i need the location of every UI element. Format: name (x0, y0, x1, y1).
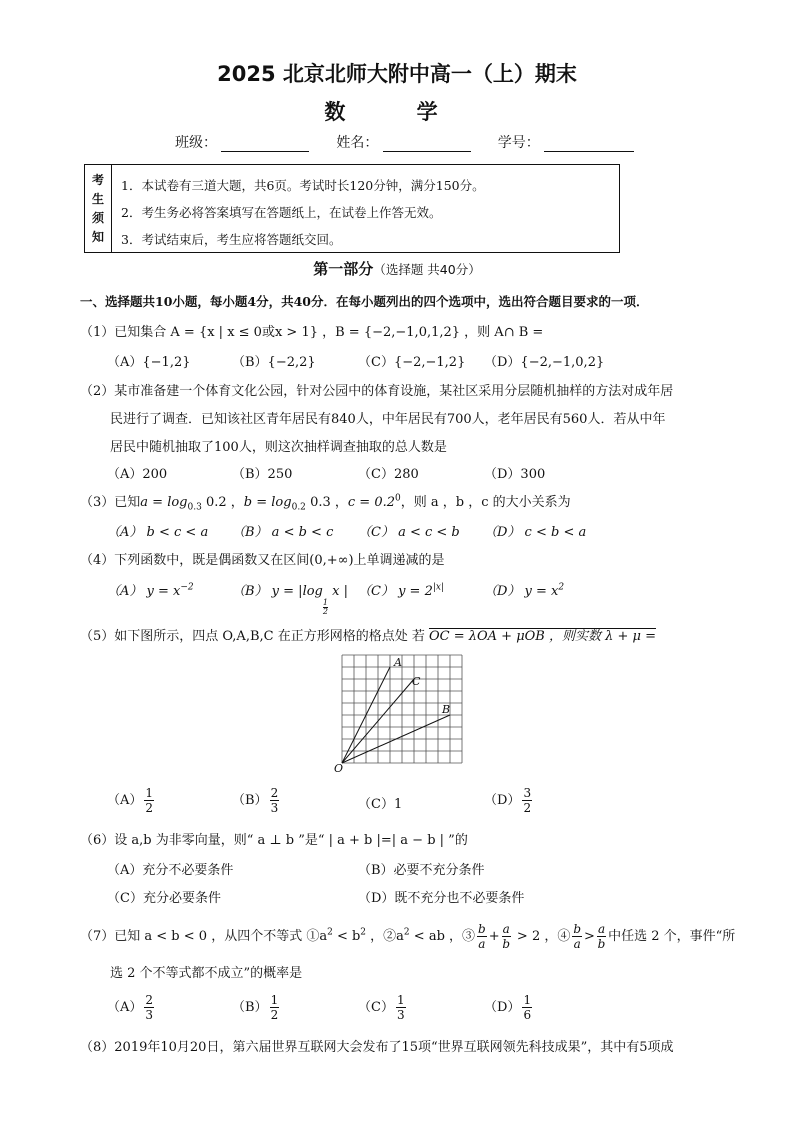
option[interactable]: （B）250 (232, 467, 293, 482)
question-4: （4）下列函数中，既是偶函数又在区间(0,+∞)上单调递减的是 (80, 553, 445, 568)
question-2-line: （2）某市准备建一个体育文化公园，针对公园中的体育设施，某社区采用分层随机抽样的方法对成年居 (80, 384, 674, 399)
class-field[interactable] (221, 137, 309, 152)
exam-notice-box (84, 164, 620, 253)
point-label-c: C (412, 675, 421, 688)
option[interactable]: （A）充分不必要条件 (107, 863, 234, 878)
exam-title: 2025 北京北师大附中高一（上）期末 (217, 62, 577, 86)
option[interactable]: （D）300 (484, 467, 546, 482)
option[interactable]: （A）200 (107, 467, 168, 482)
option[interactable]: （B） $\frac{1}{2}$ (232, 993, 279, 1022)
exam-subject: 数 学 (324, 100, 470, 124)
option[interactable]: （A）{−1,2} (107, 355, 191, 370)
class-label: 班级： (175, 135, 217, 151)
id-field[interactable] (544, 137, 634, 152)
question-2-line: 居民中随机抽取了100人，则这次抽样调查抽取的总人数是 (110, 440, 447, 455)
student-info-fields (175, 132, 634, 152)
option[interactable]: （D） $\frac{3}{2}$ (484, 786, 532, 815)
option[interactable]: （C）280 (358, 467, 419, 482)
option[interactable]: （A） $\frac{2}{3}$ (107, 993, 154, 1022)
question-1: （1）已知集合 A = {x | x ≤ 0或x > 1} ，B = {−2,−1,0,1,2} ，则 A∩ B = (80, 325, 544, 340)
point-label-a: A (394, 656, 402, 669)
question-3: （3）已知$a = \log_{0.3} 0.2$ ，$b = \log_{0.2} 0.3$ ，$c = 0.2^0$，则 a ，b ，c 的大小关系为 (80, 493, 571, 513)
name-label: 姓名： (336, 135, 379, 151)
question-8: （8）2019年10月20日，第六届世界互联网大会发布了15项“世界互联网领先科技成果”，其中有5项成 (80, 1040, 674, 1055)
option[interactable]: （B）必要不充分条件 (358, 863, 485, 878)
option[interactable]: （C） a < c < b (358, 525, 460, 540)
option[interactable]: （D） c < b < a (484, 525, 587, 540)
option[interactable]: （D）既不充分也不必要条件 (358, 891, 525, 906)
option[interactable]: （A） b < c < a (107, 525, 209, 540)
option[interactable]: （C）{−2,−1,2} (358, 355, 466, 370)
option[interactable]: （C）1 (358, 797, 403, 812)
notice-rule: 3．考试结束后，考生应将答题纸交回。 (121, 232, 342, 247)
option[interactable]: （D） $y = x^2$ (484, 582, 565, 599)
notice-rule: 2．考生务必将答案填写在答题纸上，在试卷上作答无效。 (121, 205, 442, 220)
notice-side-label: 考 生 须 知 (85, 165, 112, 252)
question-7-line2: 选 2 个不等式都不成立”的概率是 (110, 966, 303, 981)
option[interactable]: （D） $\frac{1}{6}$ (484, 993, 532, 1022)
option[interactable]: （C） $y = 2^{|x|}$ (358, 582, 444, 599)
option[interactable]: （C）充分必要条件 (107, 891, 221, 906)
option[interactable]: （B） a < b < c (232, 525, 334, 540)
point-label-b: B (442, 703, 451, 716)
notice-rule: 1．本试卷有三道大题，共6页。考试时长120分钟，满分150分。 (121, 178, 485, 193)
id-label: 学号： (497, 135, 540, 151)
question-6: （6）设 a,b 为非零向量，则“ a ⊥ b ”是“ | a + b |=| a − b | ”的 (80, 833, 468, 848)
question-2-line: 民进行了调查．已知该社区青年居民有840人，中年居民有700人，老年居民有560人．若从中年 (110, 412, 666, 427)
question-5: （5）如下图所示，四点 O,A,B,C 在正方形网格的格点处 若 OC = λOA + μOB ，则实数 λ + μ = (80, 629, 656, 644)
option[interactable]: （D）{−2,−1,0,2} (484, 355, 605, 370)
question-7: （7）已知 a < b < 0 ，从四个不等式 $①a^2 < b^2$ ，$②a^2$ < ab ，③ $\frac{b}{a}$ + $\frac{a}{b}$ > 2 ，④ $\frac{b}{a}$ > $\frac{a}{b}$ 中任选 2 个，事件“所 (80, 922, 736, 951)
option[interactable]: （B） $\frac{2}{3}$ (232, 786, 279, 815)
point-label-o: O (334, 762, 344, 775)
option[interactable]: （B） y = |log $\frac{1}{2}$ x | (232, 584, 348, 616)
option[interactable]: （B）{−2,2} (232, 355, 316, 370)
name-field[interactable] (383, 137, 471, 152)
option[interactable]: （A） $\frac{1}{2}$ (107, 786, 154, 815)
option[interactable]: （A） $y = x^{-2}$ (107, 582, 194, 599)
part-one-heading: 第一部分（选择题 共40分） (313, 260, 481, 278)
option[interactable]: （C） $\frac{1}{3}$ (358, 993, 405, 1022)
section-instruction: 一、选择题共10小题，每小题4分，共40分．在每小题列出的四个选项中，选出符合题目要求的一项． (80, 294, 649, 309)
